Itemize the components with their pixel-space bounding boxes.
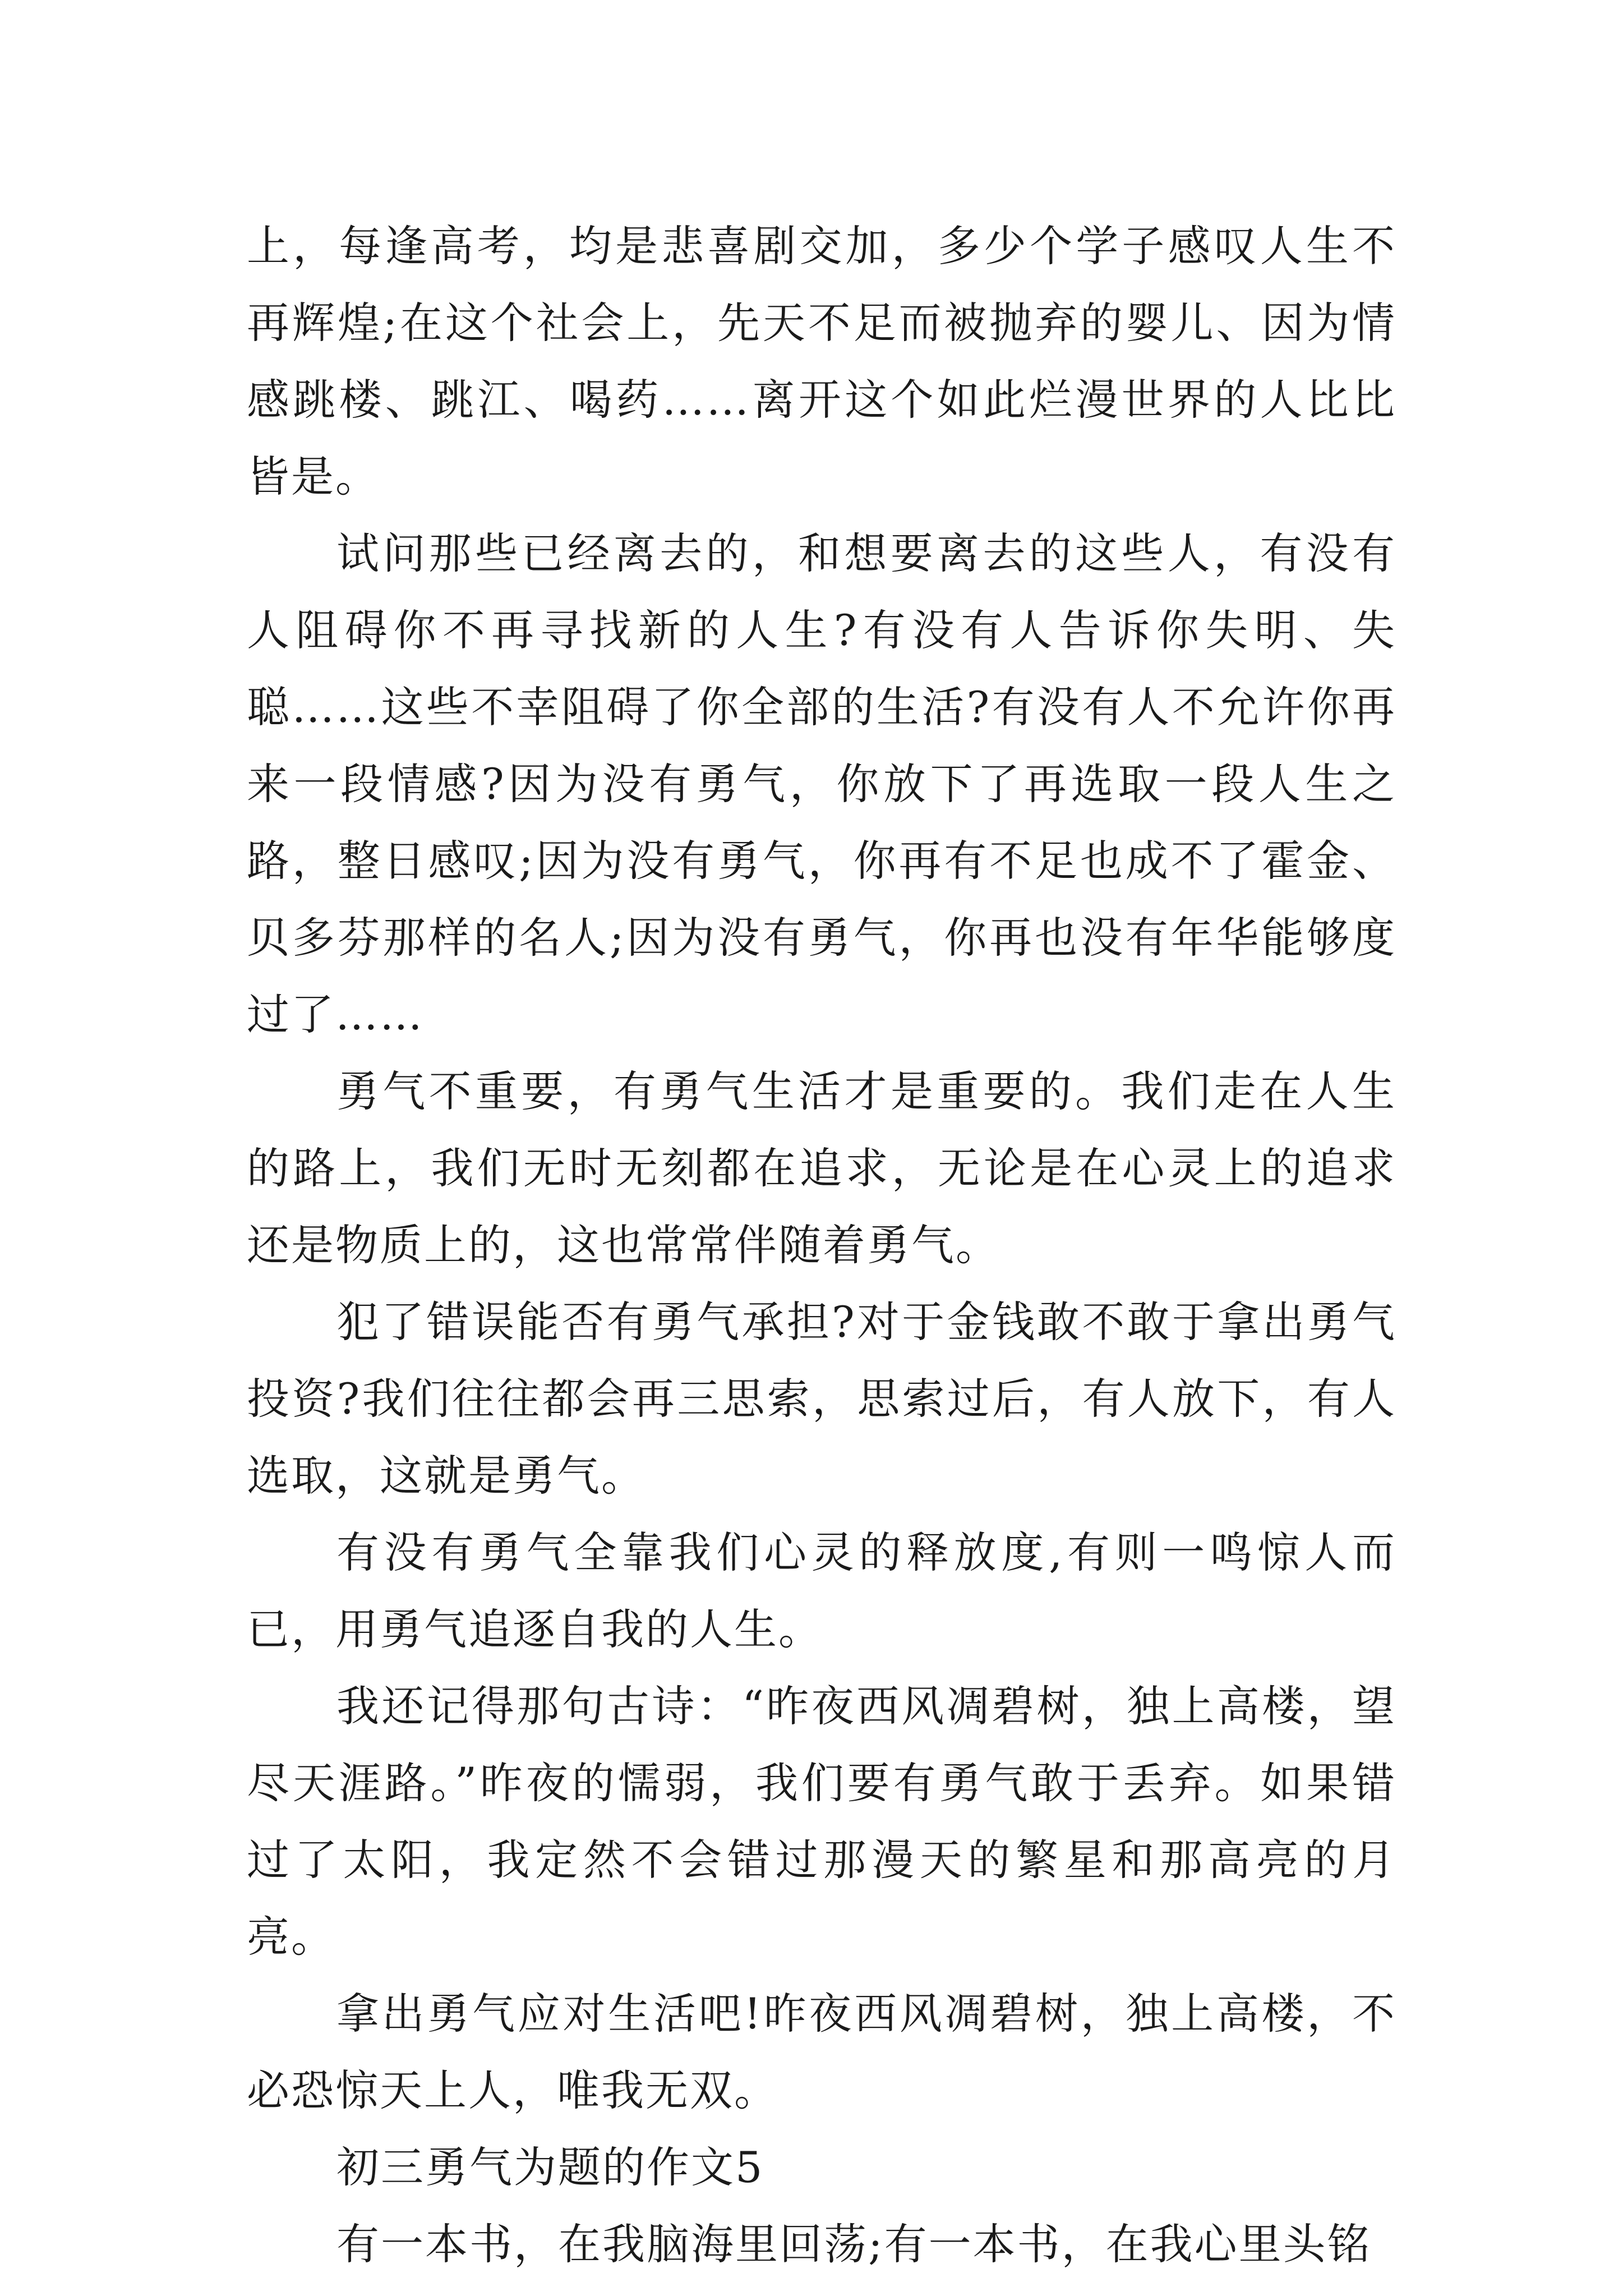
paragraph: 拿出勇气应对生活吧!昨夜西风凋碧树，独上高楼，不必恐惊天上人，唯我无双。 [247,1989,1396,2115]
paragraph-continuation: 上，每逢高考，均是悲喜剧交加，多少个学子感叹人生不再辉煌;在这个社会上，先天不足而被抛弃的婴儿、因为情感跳楼、跳江、喝药……离开这个如此烂漫世界的人比比皆是。 [247,221,1396,501]
section-heading: 初三勇气为题的作文5 [336,2142,764,2192]
paragraph: 有没有勇气全靠我们心灵的释放度,有则一鸣惊人而已，用勇气追逐自我的人生。 [247,1527,1396,1654]
paragraph: 有一本书，在我脑海里回荡;有一本书，在我心里头铭 [336,2219,1372,2269]
paragraph: 试问那些已经离去的，和想要离去的这些人，有没有人阻碍你不再寻找新的人生?有没有人告诉你失明、失聪……这些不幸阻碍了你全部的生活?有没有人不允许你再来一段情感?因为没有勇气，你放下了再选取一段人生之路，整日感叹;因为没有勇气，你再有不足也成不了霍金、贝多芬那样的名人;因为没有勇气，你再也没有年华能够度过了…… [247,528,1396,1039]
paragraph: 犯了错误能否有勇气承担?对于金钱敢不敢于拿出勇气投资?我们往往都会再三思索，思索过后，有人放下，有人选取，这就是勇气。 [247,1297,1396,1501]
document-body [247,208,1396,2283]
paragraph: 我还记得那句古诗：“昨夜西风凋碧树，独上高楼，望尽天涯路。”昨夜的懦弱，我们要有勇气敢于丢弃。如果错过了太阳，我定然不会错过那漫天的繁星和那高亮的月亮。 [247,1681,1396,1962]
paragraph: 勇气不重要，有勇气生活才是重要的。我们走在人生的路上，我们无时无刻都在追求，无论是在心灵上的追求还是物质上的，这也常常伴随着勇气。 [247,1066,1396,1270]
